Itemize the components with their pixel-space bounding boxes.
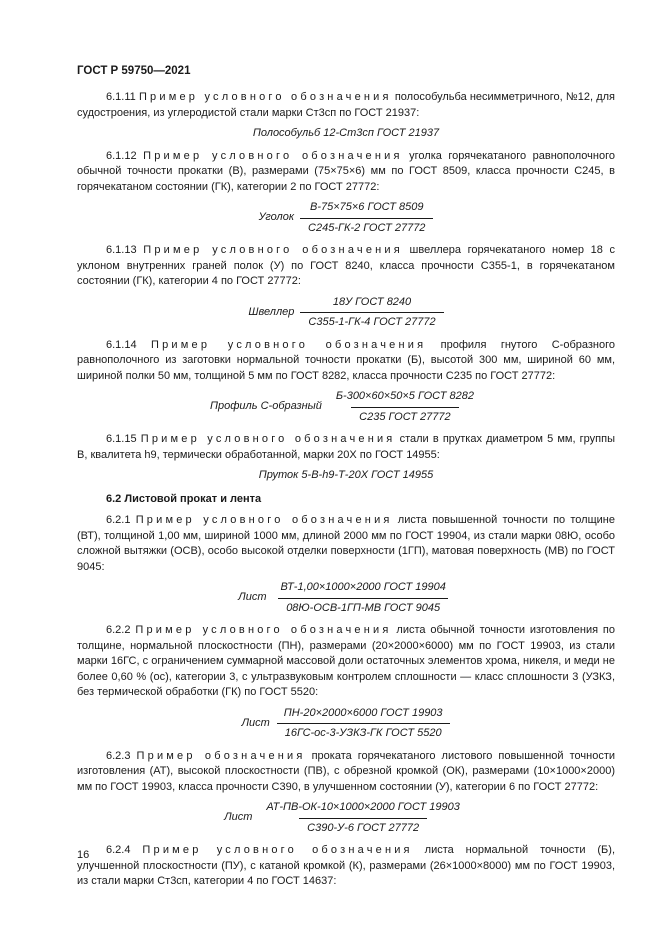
clause-text: листа нормальной точности (Б), улучшенной плоскостности (ПУ), с катаной кромкой (К), размерами (26×1000×8000) мм по ГОСТ 19903, из стали марки Ст3сп, категории 4 по ГОСТ 14637: xyxy=(77,844,615,887)
designation-fraction xyxy=(300,295,443,331)
clause-number: 6.2.3 xyxy=(106,749,131,762)
paragraph-6-1-14 xyxy=(77,338,615,385)
paragraph-6-1-11 xyxy=(77,90,615,121)
designation-6-1-15: Пруток 5-В-h9-Т-20Х ГОСТ 14955 xyxy=(258,469,434,481)
paragraph-6-2-1 xyxy=(77,513,615,575)
clause-number: 6.2.1 xyxy=(106,514,131,526)
designation-fraction xyxy=(328,389,482,425)
clause-number: 6.1.14 xyxy=(106,338,137,351)
designation-fraction xyxy=(276,706,451,742)
designation-fraction xyxy=(300,200,433,236)
clause-lead: Пример условного обозначения xyxy=(143,244,403,256)
designation-label: Лист xyxy=(224,811,253,824)
fraction-numerator: ПН-20×2000×6000 ГОСТ 19903 xyxy=(283,706,443,719)
clause-text: стали в прутках диаметром 5 мм, группы В, квалитета h9, термически обработанной, марки 20Х по ГОСТ 14955: xyxy=(77,433,615,461)
fraction-denominator: С245-ГК-2 ГОСТ 27772 xyxy=(300,218,433,237)
page-number: 16 xyxy=(77,849,90,861)
clause-number: 6.1.11 xyxy=(106,91,136,103)
clause-number: 6.1.13 xyxy=(106,244,137,256)
designation-label: Лист xyxy=(241,716,270,729)
designation-6-1-12 xyxy=(77,200,615,236)
fraction-denominator: С235 ГОСТ 27772 xyxy=(351,407,458,426)
designation-label: Уголок xyxy=(258,211,295,224)
clause-number: 6.2.4 xyxy=(106,844,131,856)
clause-lead: Пример условного обозначения xyxy=(135,624,392,636)
clause-lead: Пример условного обозначения xyxy=(143,149,403,162)
clause-lead: Пример условного обозначения xyxy=(151,338,427,351)
clause-number: 6.1.15 xyxy=(106,433,137,445)
paragraph-6-2-4 xyxy=(77,843,615,890)
designation-label: Лист xyxy=(238,591,267,604)
designation-6-2-3 xyxy=(77,800,615,836)
fraction-denominator: 08Ю-ОСВ-1ГП-МВ ГОСТ 9045 xyxy=(278,598,448,617)
designation-6-1-14 xyxy=(77,389,615,425)
clause-text: профиля гнутого С-образного равнополочного из заготовки нормальной точности прокатки (Б), высотой 300 мм, шириной 60 мм, шириной полки 50 мм, толщиной 5 мм по ГОСТ 8282, класса прочности С235 по ГОСТ 27772: xyxy=(77,338,615,382)
designation-label: Швеллер xyxy=(248,305,295,318)
designation-label: Профиль С-образный xyxy=(210,400,322,413)
document-header: ГОСТ Р 59750—2021 xyxy=(77,65,191,77)
clause-lead: Пример условного обозначения xyxy=(142,844,413,856)
clause-text: швеллера горячекатаного номер 18 с уклоном внутренних граней полок (У) по ГОСТ 8240, класса прочности С355-1, в горячекатаном состоянии (ГК), категории 4 по ГОСТ 27772: xyxy=(77,244,615,287)
designation-6-1-11: Полособульб 12-Ст3сп ГОСТ 21937 xyxy=(252,127,440,139)
clause-number: 6.2.2 xyxy=(106,624,131,636)
designation-6-1-13 xyxy=(77,295,615,331)
page-content xyxy=(77,90,615,895)
clause-text: полособульба несимметричного, №12, для судостроения, из углеродистой стали марки Ст3сп по ГОСТ 21937: xyxy=(77,91,615,119)
fraction-numerator: Б-300×60×50×5 ГОСТ 8282 xyxy=(335,390,474,402)
section-heading-6-2: 6.2 Листовой прокат и лента xyxy=(106,492,262,505)
fraction-denominator: С355-1-ГК-4 ГОСТ 27772 xyxy=(300,312,443,331)
clause-number: 6.1.12 xyxy=(106,149,137,162)
fraction-numerator: В-75×75×6 ГОСТ 8509 xyxy=(309,201,424,213)
clause-lead: Пример условного обозначения xyxy=(138,91,392,103)
fraction-denominator: С390-У-6 ГОСТ 27772 xyxy=(299,818,427,837)
clause-text: проката горячекатаного листового повышенной точности изготовления (АТ), высокой плоскостности (ПВ), с обрезной кромкой (ОК), размерами (10×1000×2000) мм по ГОСТ 19903, класса прочности С390, в улучшенном состоянии (У), категории 6 по ГОСТ 27772: xyxy=(77,749,615,793)
fraction-numerator: АТ-ПВ-ОК-10×1000×2000 ГОСТ 19903 xyxy=(266,801,460,813)
designation-fraction xyxy=(272,580,453,616)
paragraph-6-1-12 xyxy=(77,149,615,196)
designation-fraction xyxy=(258,800,468,836)
clause-text: листа повышенной точности по толщине (ВТ), толщиной 1,00 мм, шириной 1000 мм, длиной 2000 мм по ГОСТ 19904, из стали марки 08Ю, особо сложной вытяжки (ОСВ), особо высокой отделки поверхности (1ГП), матовая поверхность (МВ) по ГОСТ 9045: xyxy=(77,514,615,573)
paragraph-6-2-3 xyxy=(77,749,615,796)
designation-6-2-2 xyxy=(77,706,615,742)
paragraph-6-2-2 xyxy=(77,623,615,701)
clause-lead: Пример условного обозначения xyxy=(135,514,393,526)
clause-text: уголка горячекатаного равнополочного обычной точности прокатки (В), размерами (75×75×6) мм по ГОСТ 8509, класса прочности С245, в горячекатаном состоянии (ГК), категории 2 по ГОСТ 27772: xyxy=(77,149,615,193)
fraction-numerator: ВТ-1,00×1000×2000 ГОСТ 19904 xyxy=(280,581,446,593)
paragraph-6-1-15 xyxy=(77,432,615,463)
fraction-numerator: 18У ГОСТ 8240 xyxy=(332,295,412,308)
paragraph-6-1-13 xyxy=(77,243,615,290)
designation-6-2-1 xyxy=(77,580,615,616)
clause-lead: Пример обозначения xyxy=(136,749,306,762)
fraction-denominator: 16ГС-ос-3-УЗКЗ-ГК ГОСТ 5520 xyxy=(277,723,450,742)
clause-text: листа обычной точности изготовления по толщине, нормальной плоскостности (ПН), размерами (20×2000×6000) мм по ГОСТ 19903, из стали марки 16ГС, с ограничением суммарной массовой доли остаточных элементов хрома, никеля, и меди не более 0,60 % (ос), категории 3, с ультразвуковым контролем сплошности — класс сплошности 3 (УЗКЗ, без термической обработки (ГК) по ГОСТ 5520: xyxy=(77,624,615,698)
clause-lead: Пример условного обозначения xyxy=(140,433,396,445)
